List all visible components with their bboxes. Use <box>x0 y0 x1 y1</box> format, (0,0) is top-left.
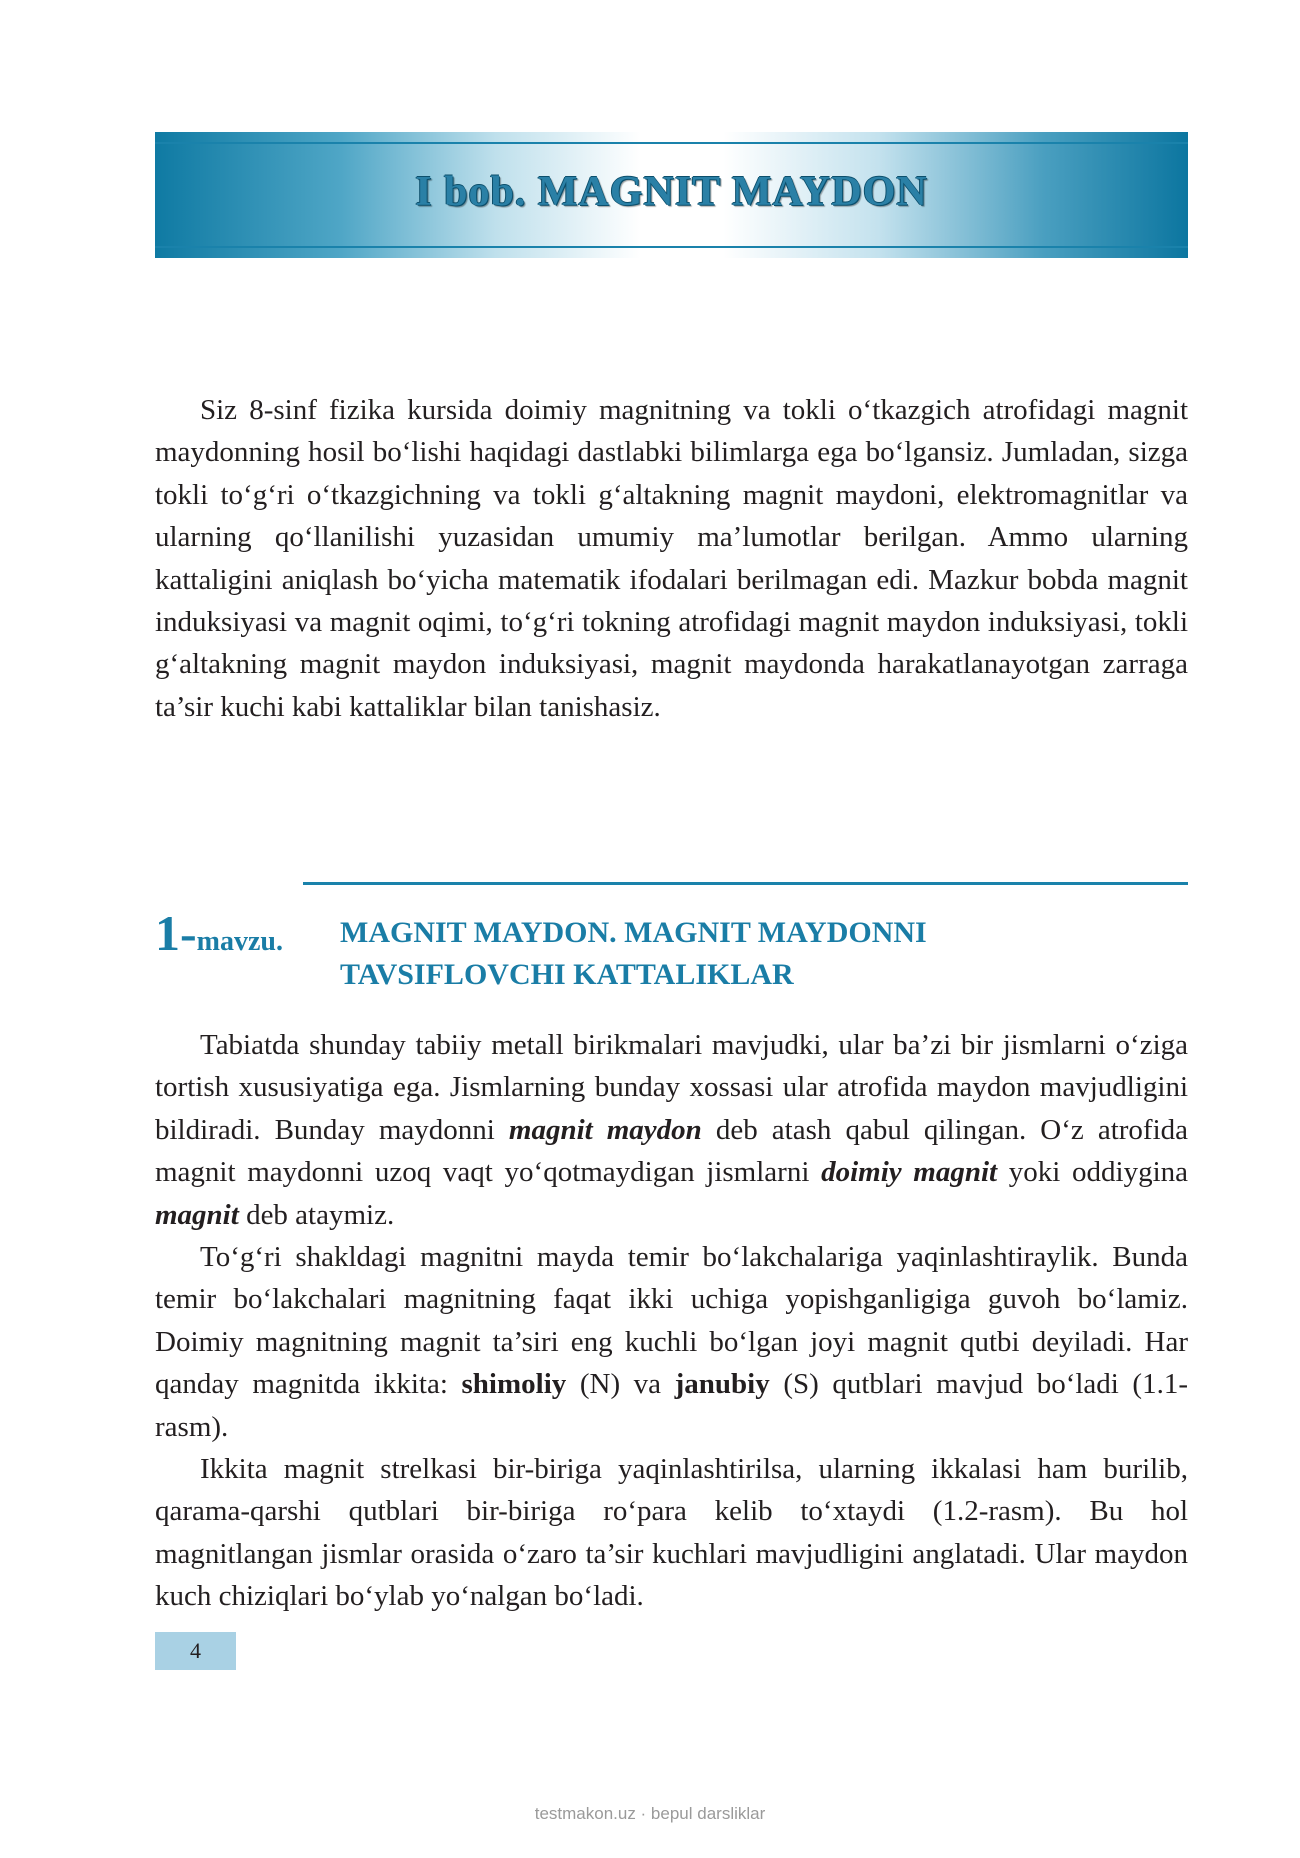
body-paragraph-1 <box>155 1024 1188 1236</box>
body-section <box>155 1024 1188 1618</box>
body-paragraph-2 <box>155 1236 1188 1448</box>
intro-section <box>155 389 1188 728</box>
topic-divider <box>303 882 1188 885</box>
topic-title <box>340 912 927 996</box>
topic-word: mavzu. <box>196 926 283 957</box>
intro-paragraph: Siz 8-sinf fizika kursida doimiy magnitning va tokli o‘tkazgich atrofidagi magnit maydonning hosil bo‘lishi haqidagi dastlabki bilimlarga ega bo‘lgansiz. Jumladan, sizga tokli to‘g‘ri o‘tkazgichning va tokli g‘altakning magnit maydoni, elektromagnitlar va ularning qo‘llanilishi yuzasidan umumiy ma’lumotlar berilgan. Ammo ularning kattaligini aniqlash bo‘yicha matematik ifodalari berilmagan edi. Mazkur bobda magnit induksiyasi va magnit oqimi, to‘g‘ri tokning atrofidagi magnit maydon induksiyasi, tokli g‘altakning magnit maydon induksiyasi, magnit maydonda harakatlanayotgan zarraga ta’sir kuchi kabi kattaliklar bilan tanishasiz. <box>155 394 1188 723</box>
footer-watermark: testmakon.uz · bepul darsliklar <box>534 1804 766 1823</box>
term-magnit-maydon: magnit maydon <box>508 1113 702 1146</box>
topic-number: 1- <box>155 905 197 961</box>
term-doimiy-magnit: doimiy magnit <box>821 1156 998 1189</box>
topic-label <box>155 905 283 970</box>
chapter-title: I bob. MAGNIT MAYDON <box>415 169 928 215</box>
text-run: (S) qutblari mavjud bo‘ladi (1.1-rasm). <box>155 1368 1188 1443</box>
text-run: deb ataymiz. <box>238 1198 395 1231</box>
text-run: yoki oddiygina <box>997 1156 1189 1189</box>
text-run: (N) va <box>566 1368 675 1401</box>
body-paragraph-3: Ikkita magnit strelkasi bir-biriga yaqinlashtirilsa, ularning ikkalasi ham burilib, qarama-qarshi qutblari bir-biriga ro‘para kelib to‘xtaydi (1.2-rasm). Bu hol magnitlangan jismlar orasida o‘zaro ta’sir kuchlari mavjudligini anglatadi. Ular maydon kuch chiziqlari bo‘ylab yo‘nalgan bo‘ladi. <box>155 1453 1188 1613</box>
page-number: 4 <box>155 1632 236 1670</box>
term-shimoliy: shimoliy <box>461 1368 567 1401</box>
topic-title-line-2: TAVSIFLOVCHI KATTALIKLAR <box>340 958 794 991</box>
topic-title-line-1: MAGNIT MAYDON. MAGNIT MAYDONNI <box>340 916 927 949</box>
text-run: To‘g‘ri shakldagi magnitni mayda temir bo‘lakchalariga yaqinlashtiraylik. Bunda temir bo‘lakchalari magnitning faqat ikki uchiga yopishganligiga guvoh bo‘lamiz. Doimiy magnitning magnit ta’siri eng kuchli bo‘lgan joyi magnit qutbi deyiladi. Har qanday magnitda ikkita: <box>155 1241 1188 1401</box>
chapter-banner <box>155 132 1188 258</box>
text-run: deb atash qabul qilingan. O‘z atrofida magnit maydonni uzoq vaqt yo‘qotmaydigan jismlarni <box>155 1113 1188 1189</box>
text-run: Tabiatda shunday tabiiy metall birikmalari mavjudki, ular ba’zi bir jismlarni o‘ziga tortish xususiyatiga ega. Jismlarning bunday xossasi ular atrofida maydon mavjudligini bildiradi. Bunday maydonni <box>155 1029 1188 1146</box>
term-magnit: magnit <box>155 1198 239 1231</box>
term-janubiy: janubiy <box>674 1368 770 1401</box>
